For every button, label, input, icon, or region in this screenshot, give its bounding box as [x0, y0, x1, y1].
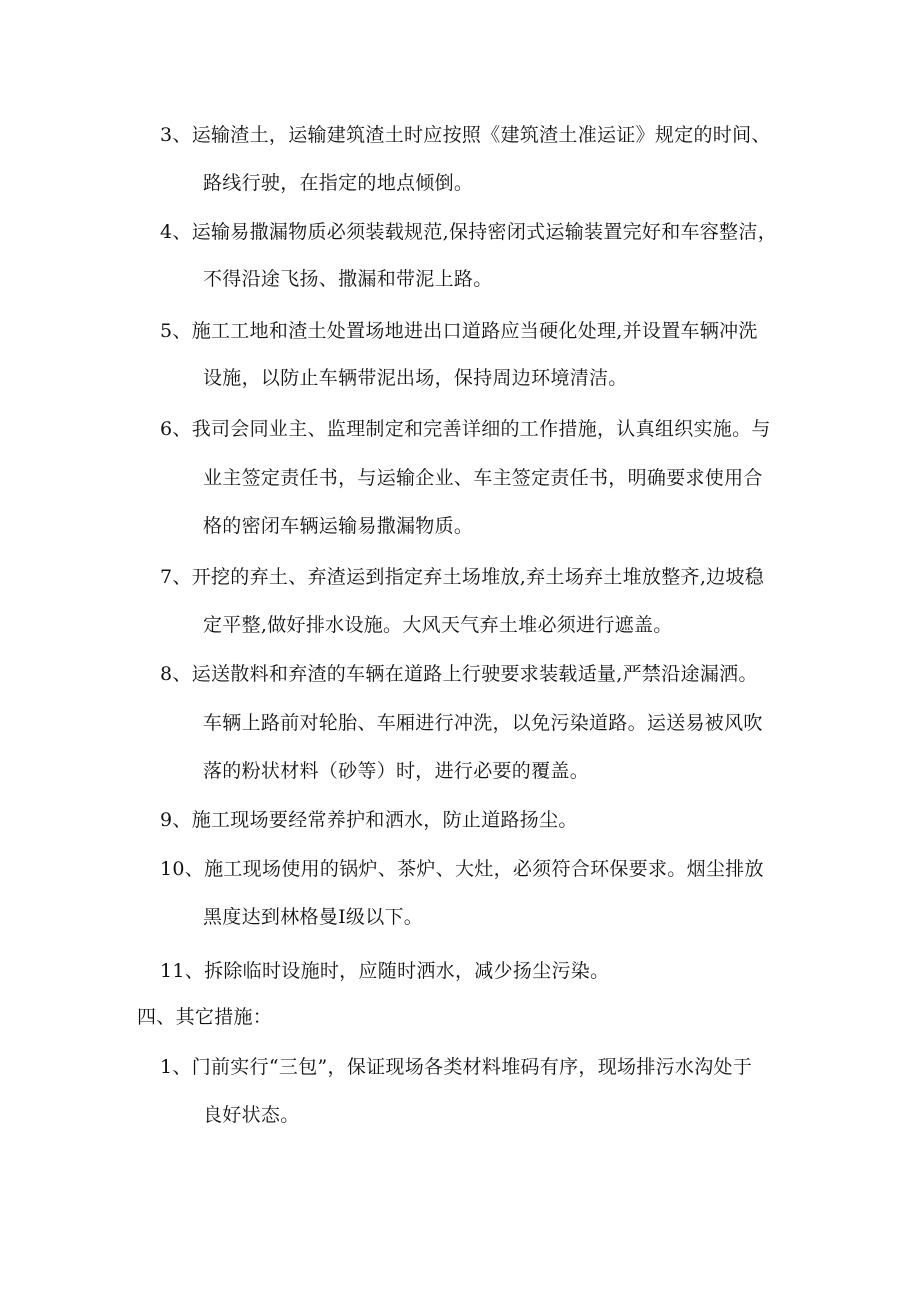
item-10-line-2: 黑度达到林格曼I级以下。 [203, 906, 424, 928]
item-3-line-1: 3、运输渣土，运输建筑渣土时应按照《建筑渣土准运证》规定的时间、 [160, 124, 771, 146]
item-9-line-1: 9、施工现场要经常养护和洒水，防止道路扬尘。 [160, 809, 578, 831]
section-heading: 四、其它措施： [137, 1006, 273, 1028]
item-6-line-1: 6、我司会同业主、监理制定和完善详细的工作措施，认真组织实施。与 [160, 418, 771, 440]
item-4-line-1: 4、运输易撒漏物质必须装载规范,保持密闭式运输装置完好和车容整洁， [160, 221, 778, 243]
item-11-line-1: 11、拆除临时设施时，应随时洒水，减少扬尘污染。 [160, 960, 610, 982]
other-item-1-line-1: 1、门前实行“三包”，保证现场各类材料堆码有序，现场排污水沟处于 [160, 1056, 753, 1078]
item-8-line-2: 车辆上路前对轮胎、车厢进行冲洗，以免污染道路。运送易被风吹 [203, 712, 763, 734]
item-5-line-1: 5、施工工地和渣土处置场地进出口道路应当硬化处理,并设置车辆冲洗 [160, 320, 758, 342]
item-6-line-3: 格的密闭车辆运输易撒漏物质。 [203, 515, 474, 537]
item-10-line-1: 10、施工现场使用的锅炉、茶炉、大灶，必须符合环保要求。烟尘排放 [160, 858, 764, 880]
item-7-line-1: 7、开挖的弃土、弃渣运到指定弃土场堆放,弃土场弃土堆放整齐,边坡稳 [160, 566, 765, 588]
other-item-1-line-2: 良好状态。 [203, 1104, 300, 1126]
item-7-line-2: 定平整,做好排水设施。大风天气弃土堆必须进行遮盖。 [203, 614, 673, 636]
item-6-line-2: 业主签定责任书，与运输企业、车主签定责任书，明确要求使用合 [203, 467, 763, 489]
item-8-line-3: 落的粉状材料（砂等）时，进行必要的覆盖。 [203, 760, 590, 782]
item-4-line-2: 不得沿途飞扬、撒漏和带泥上路。 [203, 268, 493, 290]
item-5-line-2: 设施，以防止车辆带泥出场，保持周边环境清洁。 [203, 367, 628, 389]
item-3-line-2: 路线行驶，在指定的地点倾倒。 [203, 172, 474, 194]
item-8-line-1: 8、运送散料和弃渣的车辆在道路上行驶要求装载适量,严禁沿途漏洒。 [160, 663, 758, 685]
